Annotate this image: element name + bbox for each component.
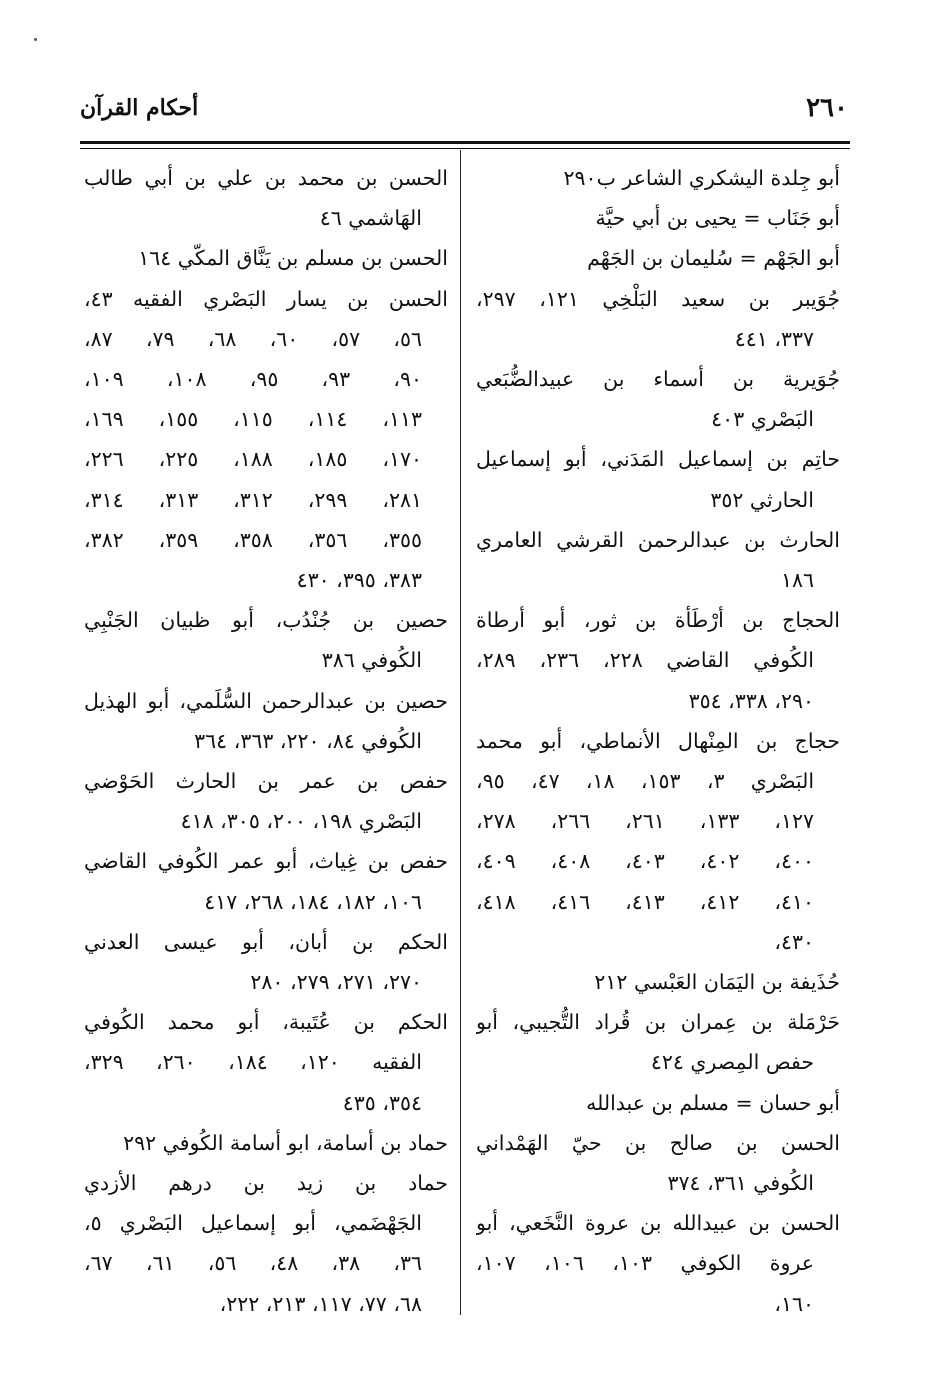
index-entry [476,1002,840,1082]
index-column-left [84,158,448,1324]
index-entry [84,158,448,238]
index-entry [84,681,448,761]
entry-continuation-line: ٢٧٠، ٢٧١، ٢٧٩، ٢٨٠ [250,970,422,995]
entry-name-line: الحجاج بن أرْطَأة بن ثور، أبو أرطاة [476,608,840,633]
entry-name-line: حاتِم بن إسماعيل المَدَني، أبو إسماعيل [476,447,840,472]
entry-continuation-line: ٣٦، ٣٨، ٤٨، ٥٦، ٦١، ٦٧، [84,1251,423,1276]
index-entry [84,1163,448,1324]
entry-continuation-line: ١٢٧، ١٣٣، ٢٦١، ٢٦٦، ٢٧٨، [476,809,814,834]
entry-continuation-line: الفقيه ١٢٠، ١٨٤، ٢٦٠، ٣٢٩، [84,1050,422,1075]
entry-continuation-line: ٥٦، ٥٧، ٦٠، ٦٨، ٧٩، ٨٧، [84,326,423,351]
entry-name-line: الحسن بن مسلم بن يَنَّاق المكّي ١٦٤ [138,246,448,271]
entry-name-line: الحسن بن صالح بن حيّ الهَمْداني [476,1130,840,1155]
running-title: أحكام القرآن [80,95,199,121]
entry-name-line: جُوَيرية بن أسماء بن عبيدالضُّبَعي [476,367,840,392]
entry-continuation-line: الهَاشمي ٤٦ [319,206,422,231]
entry-name-line: الحارث بن عبدالرحمن القرشي العامري [476,527,840,552]
entry-name-line: أبو الجَهْم = سُليمان بن الجَهْم [587,246,840,271]
index-column-right [476,158,840,1324]
index-entry [84,600,448,680]
index-entry [476,279,840,359]
index-entry [84,761,448,841]
entry-continuation-line: الكُوفي القاضي ٢٢٨، ٢٣٦، ٢٨٩، [476,648,814,673]
entry-continuation-line: ٣٨٣، ٣٩٥، ٤٣٠ [296,568,422,593]
entry-continuation-line: ١٨٦ [780,568,814,593]
entry-name-line: الحكم بن أبان، أبو عيسى العدني [84,929,448,954]
index-entry [476,359,840,439]
entry-continuation-line: ٣٥٤، ٤٣٥ [342,1090,422,1115]
page-number: ٢٦٠ [806,93,848,123]
entry-continuation-line: البَصْري ٣، ١٥٣، ١٨، ٤٧، ٩٥، [476,769,815,794]
index-entry [476,198,840,238]
entry-continuation-line: ١٧٠، ١٨٥، ١٨٨، ٢٢٥، ٢٢٦، [84,447,422,472]
entry-name-line: حصين بن جُنْدُب، أبو ظبيان الجَنْبِي [84,608,448,633]
entry-name-line: الحسن بن محمد بن علي بن أبي طالب [84,166,448,190]
entry-continuation-line: ١١٣، ١١٤، ١١٥، ١٥٥، ١٦٩، [84,407,422,432]
entry-continuation-line: الكُوفي ٣٦١، ٣٧٤ [667,1171,814,1196]
entry-continuation-line: الكُوفي ٣٨٦ [321,648,422,673]
entry-name-line: أبو حسان = مسلم بن عبدالله [586,1090,840,1115]
column-divider [460,150,461,1315]
index-entry [84,279,448,601]
entry-continuation-line: الجَهْضَمي، أبو إسماعيل البَصْري ٥، [84,1211,422,1236]
index-entry [476,1123,840,1203]
entry-continuation-line: عروة الكوفي ١٠٣، ١٠٦، ١٠٧، [476,1251,814,1276]
page-header [80,88,848,128]
index-entry [476,439,840,519]
entry-continuation-line: البَصْري ١٩٨، ٢٠٠، ٣٠٥، ٤١٨ [180,809,422,834]
index-entry [84,1002,448,1123]
index-entry [476,721,840,962]
entry-continuation-line: ٣٥٥، ٣٥٦، ٣٥٨، ٣٥٩، ٣٨٢، [84,527,422,552]
entry-continuation-line: الكُوفي ٨٤، ٢٢٠، ٣٦٣، ٣٦٤ [194,728,422,753]
entry-name-line: حَرْمَلة بن عِمران بن قُراد التُّجيبي، أبو [476,1010,840,1035]
index-entry [84,922,448,1002]
entry-continuation-line: ٣٣٧، ٤٤١ [734,326,814,351]
index-entry [476,962,840,1002]
entry-continuation-line: البَصْري ٤٠٣ [711,407,814,432]
header-rule-thin [80,148,850,149]
entry-name-line: الحسن بن عبيدالله بن عروة النَّخَعي، أبو [476,1211,840,1236]
entry-continuation-line: ١٦٠، [774,1291,814,1316]
entry-name-line: الحسن بن يسار البَصْري الفقيه ٤٣، [84,286,448,311]
scan-speck [34,38,37,41]
entry-continuation-line: ٦٨، ٧٧، ١١٧، ٢١٣، ٢٢٢، [219,1291,422,1316]
entry-continuation-line: ٤١٠، ٤١٢، ٤١٣، ٤١٦، ٤١٨، [476,889,814,914]
entry-name-line: حفص بن غِياث، أبو عمر الكُوفي القاضي [84,849,448,874]
index-entry [84,841,448,921]
index-entry [476,1203,840,1324]
entry-name-line: حفص بن عمر بن الحارث الحَوْضي [84,769,448,794]
entry-name-line: حصين بن عبدالرحمن السُّلَمي، أبو الهذيل [84,688,448,713]
entry-continuation-line: ٢٨١، ٢٩٩، ٣١٢، ٣١٣، ٣١٤، [84,487,422,512]
entry-name-line: حماد بن أسامة، ابو أسامة الكُوفي ٢٩٢ [123,1130,448,1155]
index-entry [476,158,840,198]
entry-continuation-line: حفص المِصري ٤٢٤ [650,1050,814,1075]
entry-continuation-line: ٤٠٠، ٤٠٢، ٤٠٣، ٤٠٨، ٤٠٩، [476,849,814,874]
entry-name-line: جُوَيبر بن سعيد البَلْخِي ١٢١، ٢٩٧، [476,286,840,311]
index-entry [476,520,840,600]
index-entry [476,1083,840,1123]
entry-name-line: حجاج بن المِنْهال الأنماطي، أبو محمد [476,728,840,753]
index-entry [476,600,840,721]
entry-name-line: الحكم بن عُتَيبة، أبو محمد الكُوفي [84,1010,448,1035]
entry-name-line: حماد بن زيد بن درهم الأزدي [84,1171,448,1196]
entry-continuation-line: ٤٣٠، [774,929,814,954]
entry-continuation-line: ١٠٦، ١٨٢، ١٨٤، ٢٦٨، ٤١٧ [204,889,422,914]
entry-continuation-line: ٢٩٠، ٣٣٨، ٣٥٤ [688,688,814,713]
index-entry [84,238,448,278]
entry-name-line: أبو جَنَاب = يحيى بن أبي حيَّة [595,206,840,231]
entry-continuation-line: ٩٠، ٩٣، ٩٥، ١٠٨، ١٠٩، [84,367,422,392]
index-entry [84,1123,448,1163]
index-entry [476,238,840,278]
entry-name-line: أبو جِلدة اليشكري الشاعر ب٢٩٠ [563,166,840,190]
entry-name-line: حُذَيفة بن اليَمَان العَبْسي ٢١٢ [594,970,840,995]
header-rule-thick [80,141,850,144]
entry-continuation-line: الحارثي ٣٥٢ [710,487,814,512]
